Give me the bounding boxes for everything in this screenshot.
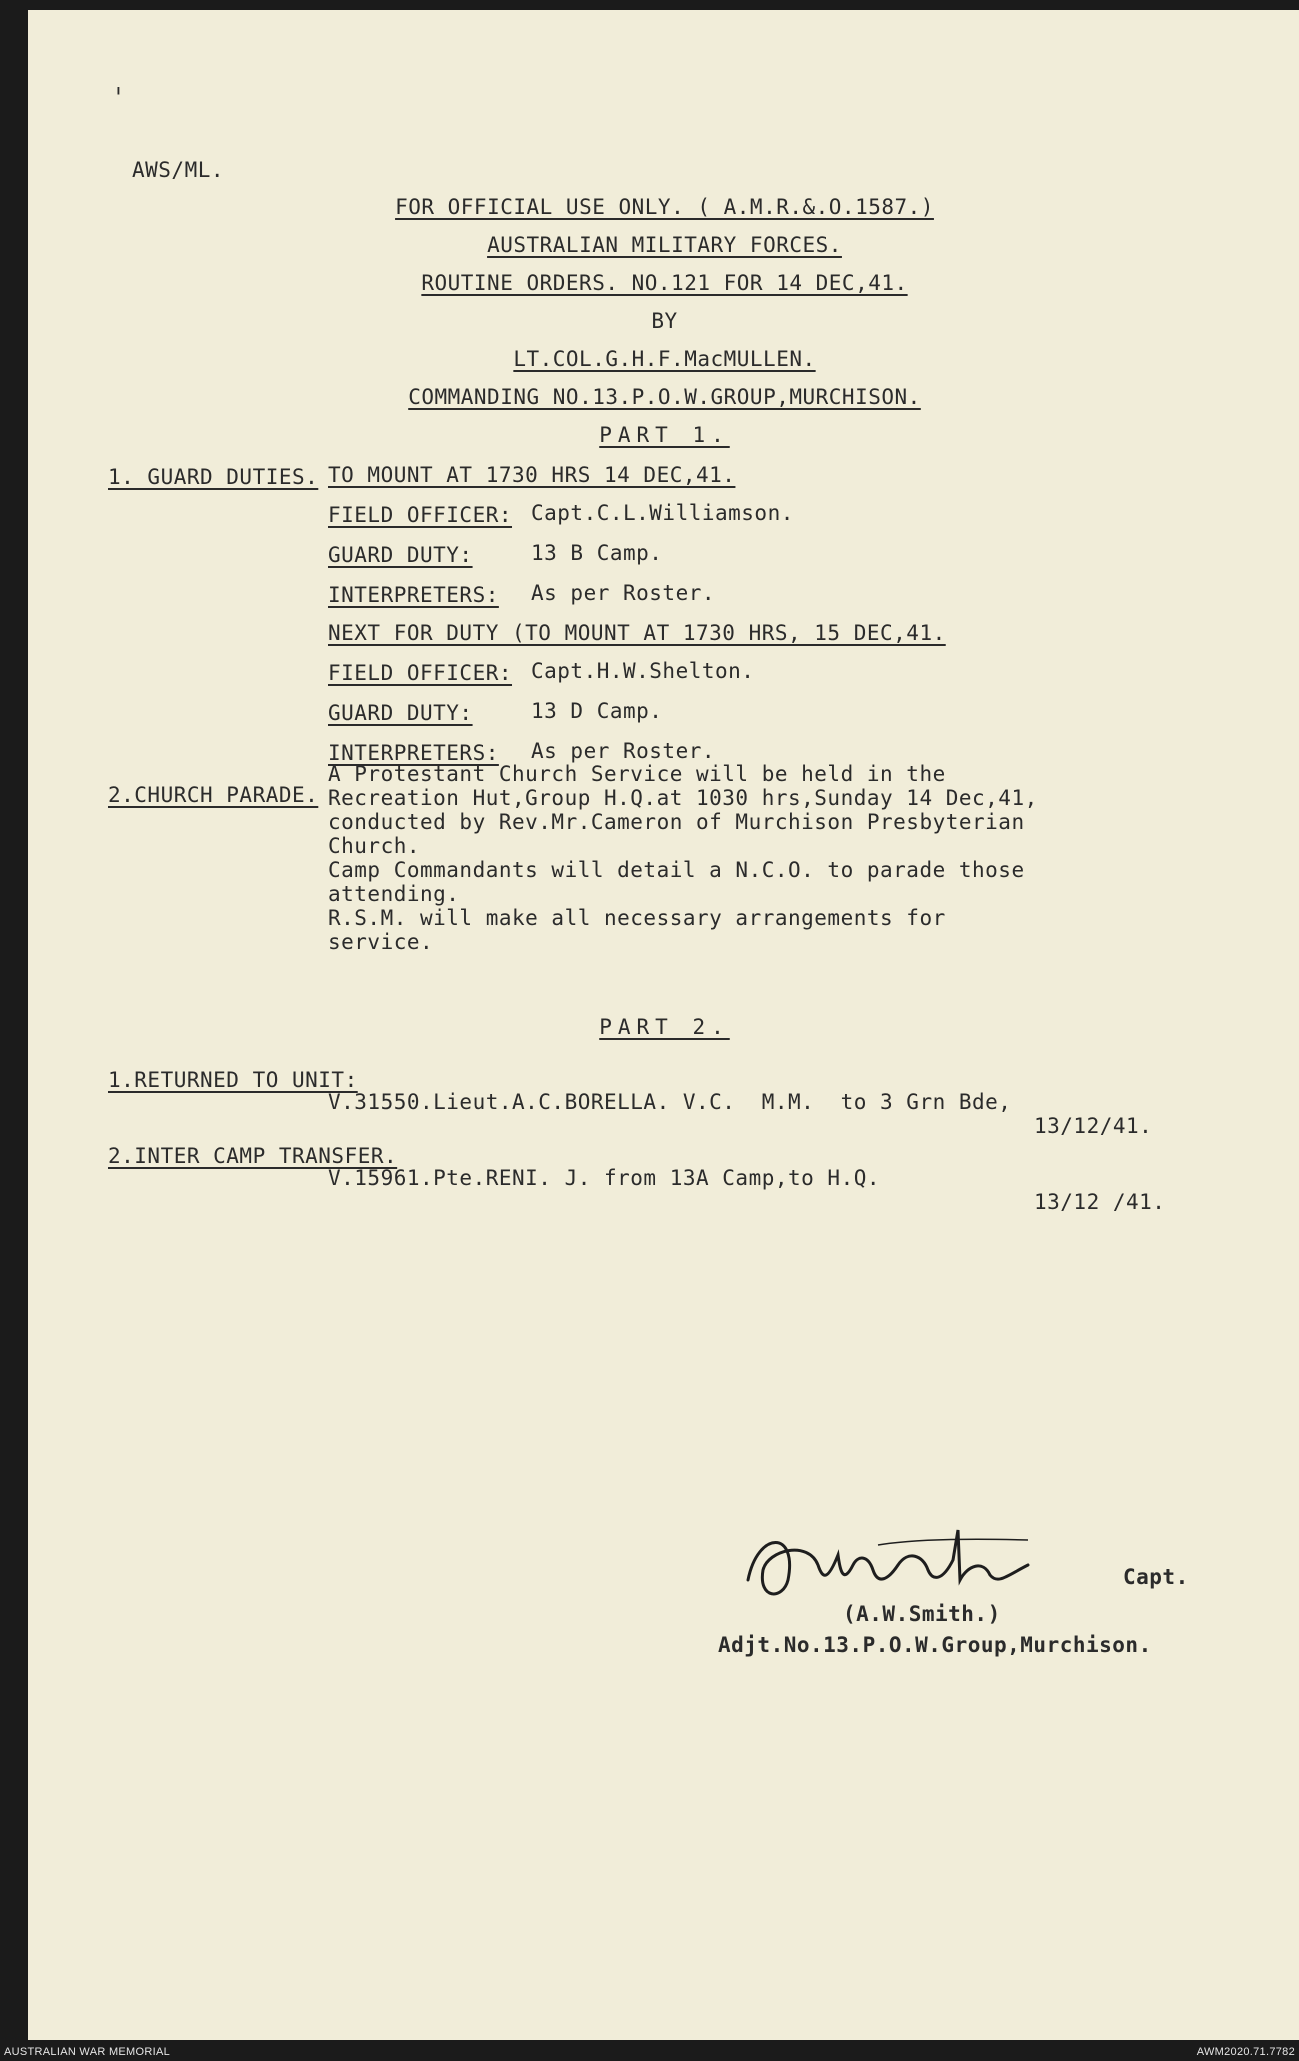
church-line: Camp Commandants will detail a N.C.O. to parade those (328, 858, 1025, 882)
classification-line: FOR OFFICIAL USE ONLY. ( A.M.R.&.O.1587.) (395, 195, 934, 219)
church-line: service. (328, 930, 434, 954)
church-parade-label: 2.CHURCH PARADE. (108, 783, 319, 807)
church-line: conducted by Rev.Mr.Cameron of Murchison Presbyterian (328, 810, 1025, 834)
next-guard-duty-value: 13 D Camp. (531, 699, 663, 723)
interpreters-value: As per Roster. (531, 581, 716, 605)
guard-duties-label: 1. GUARD DUTIES. (108, 465, 319, 489)
inter-camp-transfer-entry: V.15961.Pte.RENI. J. from 13A Camp,to H.Q. (328, 1166, 881, 1190)
guard-mount-intro: TO MOUNT AT 1730 HRS 14 DEC,41. (328, 463, 736, 487)
field-officer-label: FIELD OFFICER: (328, 503, 513, 527)
field-officer-value: Capt.C.L.Williamson. (531, 501, 794, 525)
inter-camp-transfer-label: 2.INTER CAMP TRANSFER. (108, 1144, 398, 1168)
guard-duty-label: GUARD DUTY: (328, 543, 473, 567)
returned-to-unit-label: 1.RETURNED TO UNIT: (108, 1068, 358, 1092)
church-parade-text (328, 762, 1038, 954)
orders-title: ROUTINE ORDERS. NO.121 FOR 14 DEC,41. (421, 271, 908, 295)
next-interpreters-label: INTERPRETERS: (328, 741, 499, 765)
archive-credit: AUSTRALIAN WAR MEMORIAL (4, 2046, 171, 2058)
guard-duty-value: 13 B Camp. (531, 541, 663, 565)
part2-heading: PART 2. (599, 1015, 730, 1039)
reference-code: AWS/ML. (132, 158, 225, 182)
next-interpreters-value: As per Roster. (531, 739, 716, 763)
by-line: BY (651, 309, 678, 333)
command-title: COMMANDING NO.13.P.O.W.GROUP,MURCHISON. (408, 385, 921, 409)
interpreters-label: INTERPRETERS: (328, 583, 499, 607)
archive-reference: AWM2020.71.7782 (1196, 2046, 1295, 2058)
returned-to-unit-date: 13/12/41. (1034, 1114, 1153, 1138)
next-field-officer-label: FIELD OFFICER: (328, 661, 513, 685)
adjutant-title: Adjt.No.13.P.O.W.Group,Murchison. (718, 1633, 1152, 1657)
signature-rank: Capt. (1123, 1565, 1189, 1589)
commander-name: LT.COL.G.H.F.MacMULLEN. (513, 347, 816, 371)
church-line: Church. (328, 834, 421, 858)
margin-tick: ˈ (110, 82, 127, 115)
next-guard-duty-label: GUARD DUTY: (328, 701, 473, 725)
returned-to-unit-entry: V.31550.Lieut.A.C.BORELLA. V.C. M.M. to 3 Grn Bde, (328, 1090, 1012, 1114)
church-line: Recreation Hut,Group H.Q.at 1030 hrs,Sunday 14 Dec,41, (328, 786, 1038, 810)
church-line: attending. (328, 882, 460, 906)
part1-heading: PART 1. (599, 423, 730, 447)
church-line: A Protestant Church Service will be held in the (328, 762, 946, 786)
next-field-officer-value: Capt.H.W.Shelton. (531, 659, 755, 683)
church-line: R.S.M. will make all necessary arrangements for (328, 906, 946, 930)
document-page (28, 10, 1299, 2040)
force-name: AUSTRALIAN MILITARY FORCES. (487, 233, 842, 257)
signature-name: (A.W.Smith.) (843, 1602, 1001, 1626)
inter-camp-transfer-date: 13/12 /41. (1034, 1190, 1166, 1214)
next-duty-intro: NEXT FOR DUTY (TO MOUNT AT 1730 HRS, 15 DEC,41. (328, 621, 946, 645)
